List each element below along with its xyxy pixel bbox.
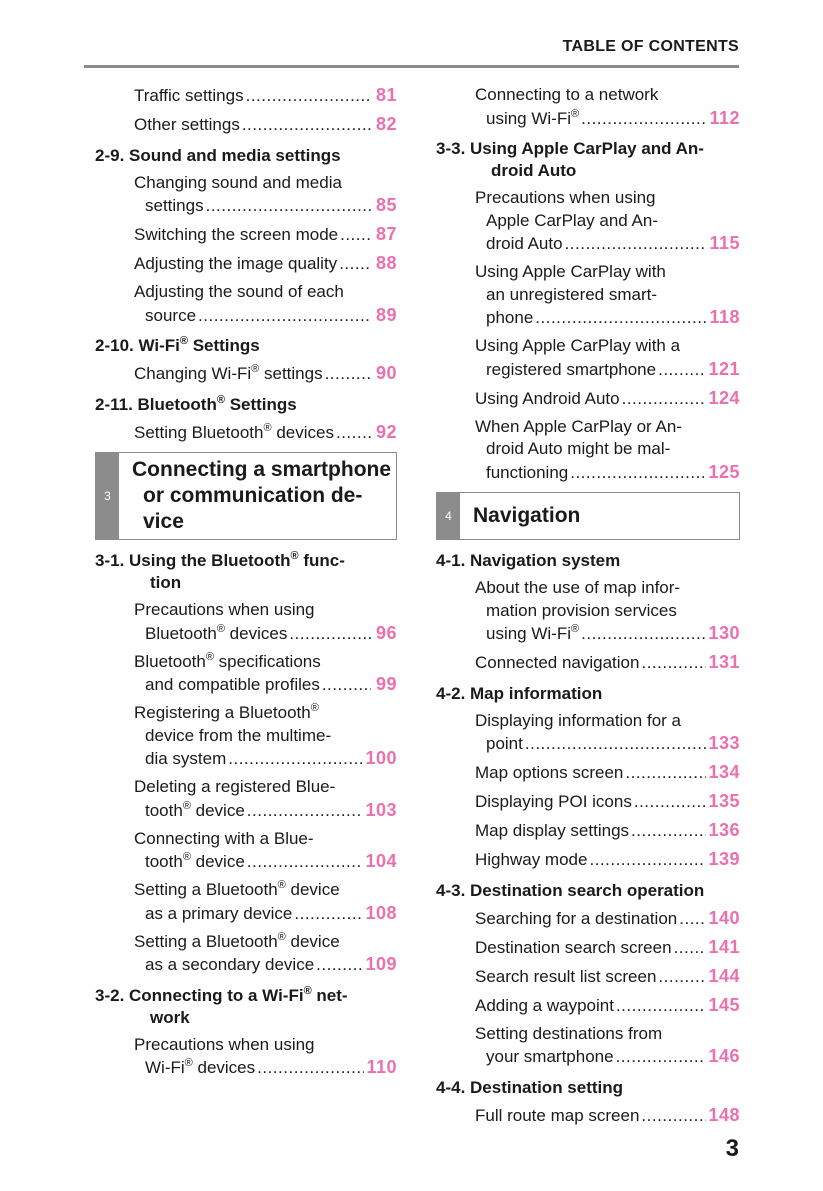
toc-entry-displaying-info[interactable]: Displaying information for a point ..... 133	[475, 710, 740, 756]
toc-entry-precautions-carplay[interactable]: Precautions when using Apple CarPlay and An- droid Auto ..... 115	[475, 187, 740, 256]
page-ref: 112	[709, 107, 740, 128]
section-3-1-heading: 3-1. Using the Bluetooth® func- tion	[95, 550, 345, 592]
page-ref: 87	[375, 224, 397, 244]
toc-entry-deleting-device[interactable]: Deleting a registered Blue- tooth® device ..... 103	[134, 776, 397, 822]
chapter-title: Navigation	[473, 504, 581, 527]
toc-entry-adjusting-image[interactable]: Adjusting the image quality ..... 88	[134, 252, 397, 276]
page-ref: 148	[708, 1104, 740, 1125]
page-ref: 100	[365, 748, 397, 768]
toc-entry-search-result-list[interactable]: Search result list screen ..... 144	[475, 965, 740, 989]
page-ref: 90	[375, 363, 397, 383]
section-3-2-heading: 3-2. Connecting to a Wi-Fi® net- work	[95, 984, 348, 1027]
toc-entry-bluetooth-specifications[interactable]: Bluetooth® specifications and compatible profiles ..... 99	[134, 651, 397, 697]
toc-entry-adjusting-sound[interactable]: Adjusting the sound of each source ..... 89	[134, 281, 397, 327]
page-ref: 92	[375, 421, 397, 442]
page-ref: 124	[708, 387, 740, 408]
page-ref: 121	[708, 358, 740, 379]
page-ref: 134	[708, 762, 740, 782]
toc-entry-malfunctioning[interactable]: When Apple CarPlay or An- droid Auto might be mal- functioning ..... 125	[475, 416, 740, 485]
page-ref: 99	[375, 674, 397, 694]
page-ref: 125	[708, 461, 740, 482]
section-2-9-heading: 2-9. Sound and media settings	[95, 145, 341, 165]
section-4-1-heading: 4-1. Navigation system	[436, 551, 621, 570]
chapter-3-banner[interactable]	[95, 452, 397, 540]
toc-entry-poi-icons[interactable]: Displaying POI icons ..... 135	[475, 790, 740, 814]
toc-entry-primary-device[interactable]: Setting a Bluetooth® device as a primary device ..... 108	[134, 879, 397, 925]
page-ref: 104	[365, 851, 397, 871]
toc-entry-connecting-network[interactable]: Connecting to a network using Wi-Fi® ..... 112	[475, 84, 740, 130]
page-ref: 89	[375, 304, 397, 325]
page-ref: 144	[708, 965, 740, 986]
chapter-number-tab: 3	[96, 453, 119, 539]
toc-entry-about-map-info[interactable]: About the use of map infor- mation provision services using Wi-Fi® ..... 130	[475, 577, 740, 646]
toc-entry-carplay-unregistered[interactable]: Using Apple CarPlay with an unregistered smart- phone ..... 118	[475, 261, 740, 330]
toc-entry-highway-mode[interactable]: Highway mode ..... 139	[475, 848, 740, 872]
page-ref: 82	[375, 114, 397, 134]
toc-entry-other-settings[interactable]: Other settings ..... 82	[134, 113, 397, 137]
page-ref: 88	[375, 253, 397, 273]
toc-entry-changing-sound[interactable]: Changing sound and media settings ..... 85	[134, 172, 397, 218]
page-ref: 115	[709, 233, 740, 253]
toc-entry-setting-bluetooth[interactable]: Setting Bluetooth® devices ..... 92	[134, 421, 397, 445]
section-2-11-heading: 2-11. Bluetooth® Settings	[95, 393, 297, 414]
section-3-3-heading: 3-3. Using Apple CarPlay and An- droid Auto	[436, 139, 704, 180]
section-4-2-heading: 4-2. Map information	[436, 683, 603, 703]
page-ref: 96	[375, 622, 397, 643]
page-ref: 110	[366, 1057, 397, 1077]
toc-entry-carplay-registered[interactable]: Using Apple CarPlay with a registered smartphone ..... 121	[475, 335, 740, 381]
section-4-3-heading: 4-3. Destination search operation	[436, 880, 705, 900]
toc-entry-destinations-from-phone[interactable]: Setting destinations from your smartphone ..... 146	[475, 1023, 740, 1069]
page-ref: 85	[375, 195, 397, 215]
toc-left-column	[95, 84, 397, 1085]
section-4-4-heading: 4-4. Destination setting	[436, 1077, 624, 1097]
page-ref: 103	[365, 799, 397, 820]
page-ref: 136	[708, 820, 740, 840]
toc-entry-changing-wifi[interactable]: Changing Wi-Fi® settings ..... 90	[134, 362, 397, 386]
page-ref: 109	[365, 954, 397, 974]
chapter-title: Connecting a smartphone or communication de- vice	[132, 458, 392, 533]
page-ref: 118	[709, 307, 740, 327]
toc-entry-connecting-bluetooth[interactable]: Connecting with a Blue- tooth® device ..... 104	[134, 828, 397, 874]
page-ref: 81	[375, 85, 397, 105]
toc-entry-switching-screen[interactable]: Switching the screen mode ..... 87	[134, 223, 397, 247]
section-2-10-heading: 2-10. Wi-Fi® Settings	[95, 335, 260, 355]
page-number: 3	[725, 1135, 739, 1162]
chapter-number-tab: 4	[437, 493, 460, 539]
toc-entry-map-display-settings[interactable]: Map display settings ..... 136	[475, 819, 740, 843]
toc-entry-searching-destination[interactable]: Searching for a destination ..... 140	[475, 907, 740, 931]
page-header-title: TABLE OF CONTENTS	[562, 38, 739, 55]
page-ref: 146	[708, 1046, 740, 1066]
page-ref: 108	[365, 902, 397, 923]
page-ref: 139	[708, 849, 740, 869]
toc-entry-android-auto[interactable]: Using Android Auto ..... 124	[475, 387, 740, 411]
page-ref: 135	[708, 791, 740, 811]
page-ref: 140	[708, 907, 740, 928]
toc-entry-adding-waypoint[interactable]: Adding a waypoint ..... 145	[475, 994, 740, 1018]
toc-entry-map-options[interactable]: Map options screen ..... 134	[475, 761, 740, 785]
toc-entry-precautions-wifi[interactable]: Precautions when using Wi-Fi® devices ..... 110	[134, 1034, 397, 1080]
toc-entry-destination-search-screen[interactable]: Destination search screen ..... 141	[475, 936, 740, 960]
toc-entry-registering-bluetooth[interactable]: Registering a Bluetooth® device from the multime- dia system ..... 100	[134, 702, 397, 771]
toc-right-column	[436, 84, 740, 1133]
page-ref: 130	[708, 623, 740, 643]
toc-entry-secondary-device[interactable]: Setting a Bluetooth® device as a secondary device ..... 109	[134, 931, 397, 977]
page-ref: 131	[708, 652, 740, 672]
page-ref: 145	[708, 994, 740, 1015]
page-ref: 141	[708, 936, 740, 957]
page-ref: 133	[708, 733, 740, 753]
header-divider	[84, 65, 739, 68]
toc-entry-precautions-bluetooth[interactable]: Precautions when using Bluetooth® devices ..... 96	[134, 599, 397, 645]
toc-entry-traffic-settings[interactable]: Traffic settings ..... 81	[134, 84, 397, 108]
chapter-4-banner[interactable]	[436, 492, 740, 540]
toc-entry-connected-navigation[interactable]: Connected navigation ..... 131	[475, 651, 740, 675]
toc-entry-full-route-map[interactable]: Full route map screen ..... 148	[475, 1104, 740, 1128]
